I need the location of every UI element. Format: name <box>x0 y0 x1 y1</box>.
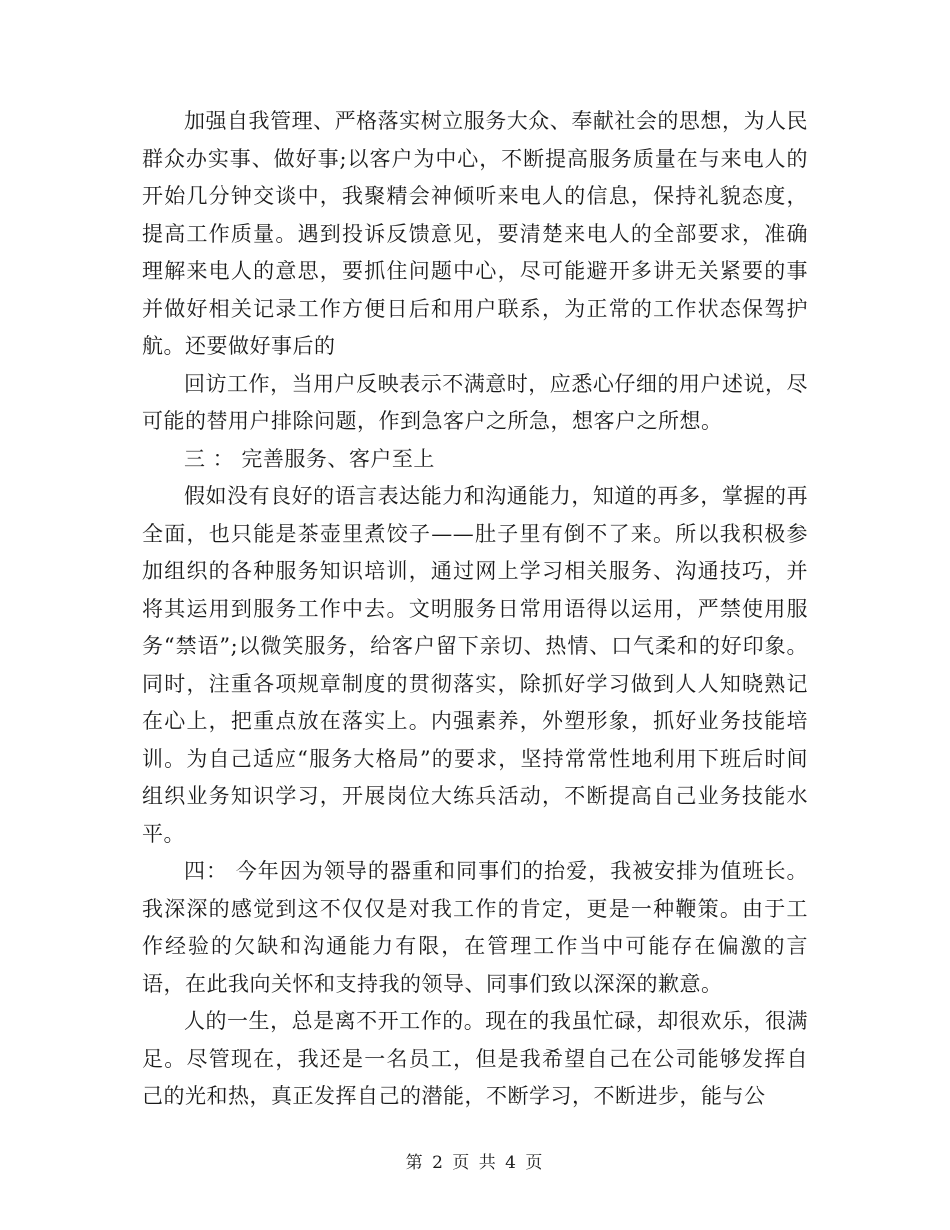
document-body <box>142 103 808 1116</box>
paragraph-conclusion: 人的一生，总是离不开工作的。现在的我虽忙碌，却很欢乐，很满足。尽管现在，我还是一名员工，但是我希望自己在公司能够发挥自己的光和热，真正发挥自己的潜能，不断学习，不断进步，能与公 <box>142 1009 808 1108</box>
page-number-footer: 第 2 页 共 4 页 <box>405 1153 545 1173</box>
paragraph-service-quality: 加强自我管理、严格落实树立服务大众、奉献社会的思想，为人民群众办实事、做好事;以客户为中心，不断提高服务质量在与来电人的开始几分钟交谈中，我聚精会神倾听来电人的信息，保持礼貌态度，提高工作质量。遇到投诉反馈意见，要清楚来电人的全部要求，准确理解来电人的意思，要抓住问题中心，尽可能避开多讲无关紧要的事并做好相关记录工作方便日后和用户联系，为正常的工作状态保驾护航。还要做好事后的 <box>142 109 808 358</box>
paragraph-communication-skills: 假如没有良好的语言表达能力和沟通能力，知道的再多，掌握的再全面，也只能是茶壶里煮饺子——肚子里有倒不了来。所以我积极参加组织的各种服务知识培训，通过网上学习相关服务、沟通技巧，并将其运用到服务工作中去。文明服务日常用语得以运用，严禁使用服务“禁语”;以微笑服务，给客户留下亲切、热情、口气柔和的好印象。同时，注重各项规章制度的贯彻落实，除抓好学习做到人人知晓熟记在心上，把重点放在落实上。内强素养，外塑形象，抓好业务技能培训。为自己适应“服务大格局”的要求，坚持常常性地利用下班后时间组织业务知识学习，开展岗位大练兵活动，不断提高自己业务技能水平。 <box>142 484 808 846</box>
section-heading-three: 三 ： 完善服务、客户至上 <box>184 446 435 471</box>
paragraph-follow-up: 回访工作，当用户反映表示不满意时，应悉心仔细的用户述说，尽可能的替用户排除问题，作到急客户之所急，想客户之所想。 <box>142 371 808 433</box>
paragraph-shift-leader: 四： 今年因为领导的器重和同事们的抬爱，我被安排为值班长。我深深的感觉到这不仅仅是对我工作的肯定，更是一种鞭策。由于工作经验的欠缺和沟通能力有限，在管理工作当中可能存在偏激的言语，在此我向关怀和支持我的领导、同事们致以深深的歉意。 <box>142 859 808 996</box>
